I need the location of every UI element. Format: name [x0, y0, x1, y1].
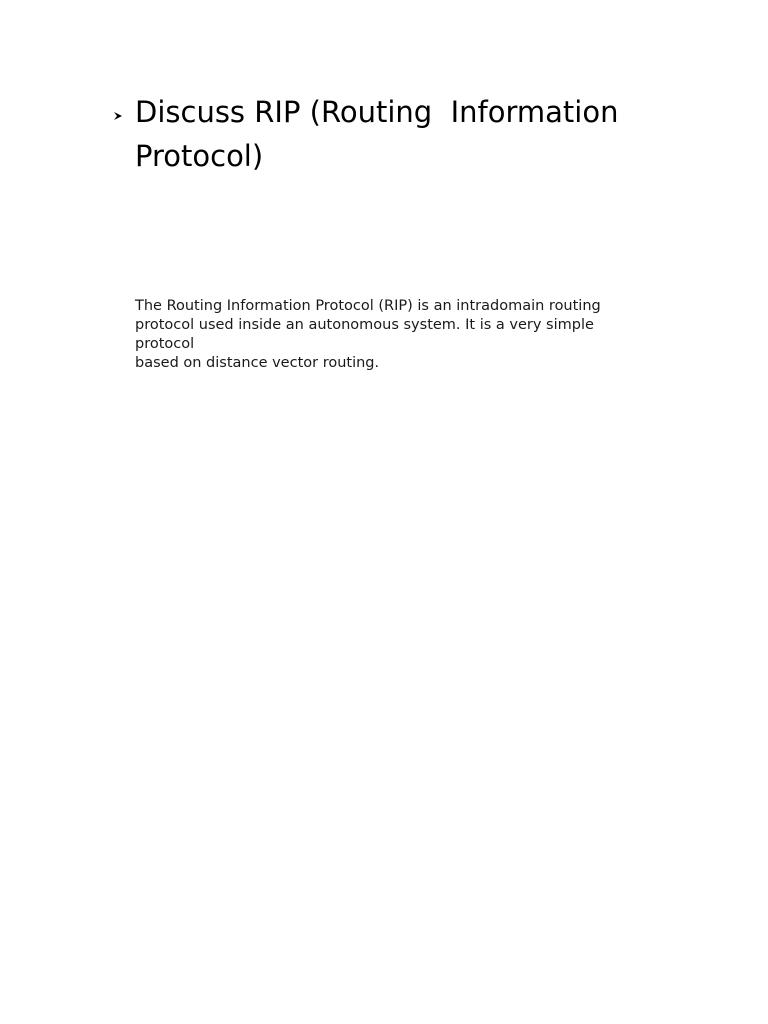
body-line: protocol used inside an autonomous system. It is a very simple	[135, 317, 594, 333]
body-line: The Routing Information Protocol (RIP) is an intradomain routing	[135, 298, 601, 314]
arrowhead-bullet-icon	[112, 108, 126, 122]
slide-heading-line-2: Protocol)	[135, 139, 264, 173]
slide-heading-line-1: Discuss RIP (Routing Information	[135, 95, 619, 129]
slide-heading	[135, 90, 665, 178]
body-paragraph	[135, 297, 675, 373]
body-line: based on distance vector routing.	[135, 355, 380, 371]
body-line: protocol	[135, 336, 195, 352]
